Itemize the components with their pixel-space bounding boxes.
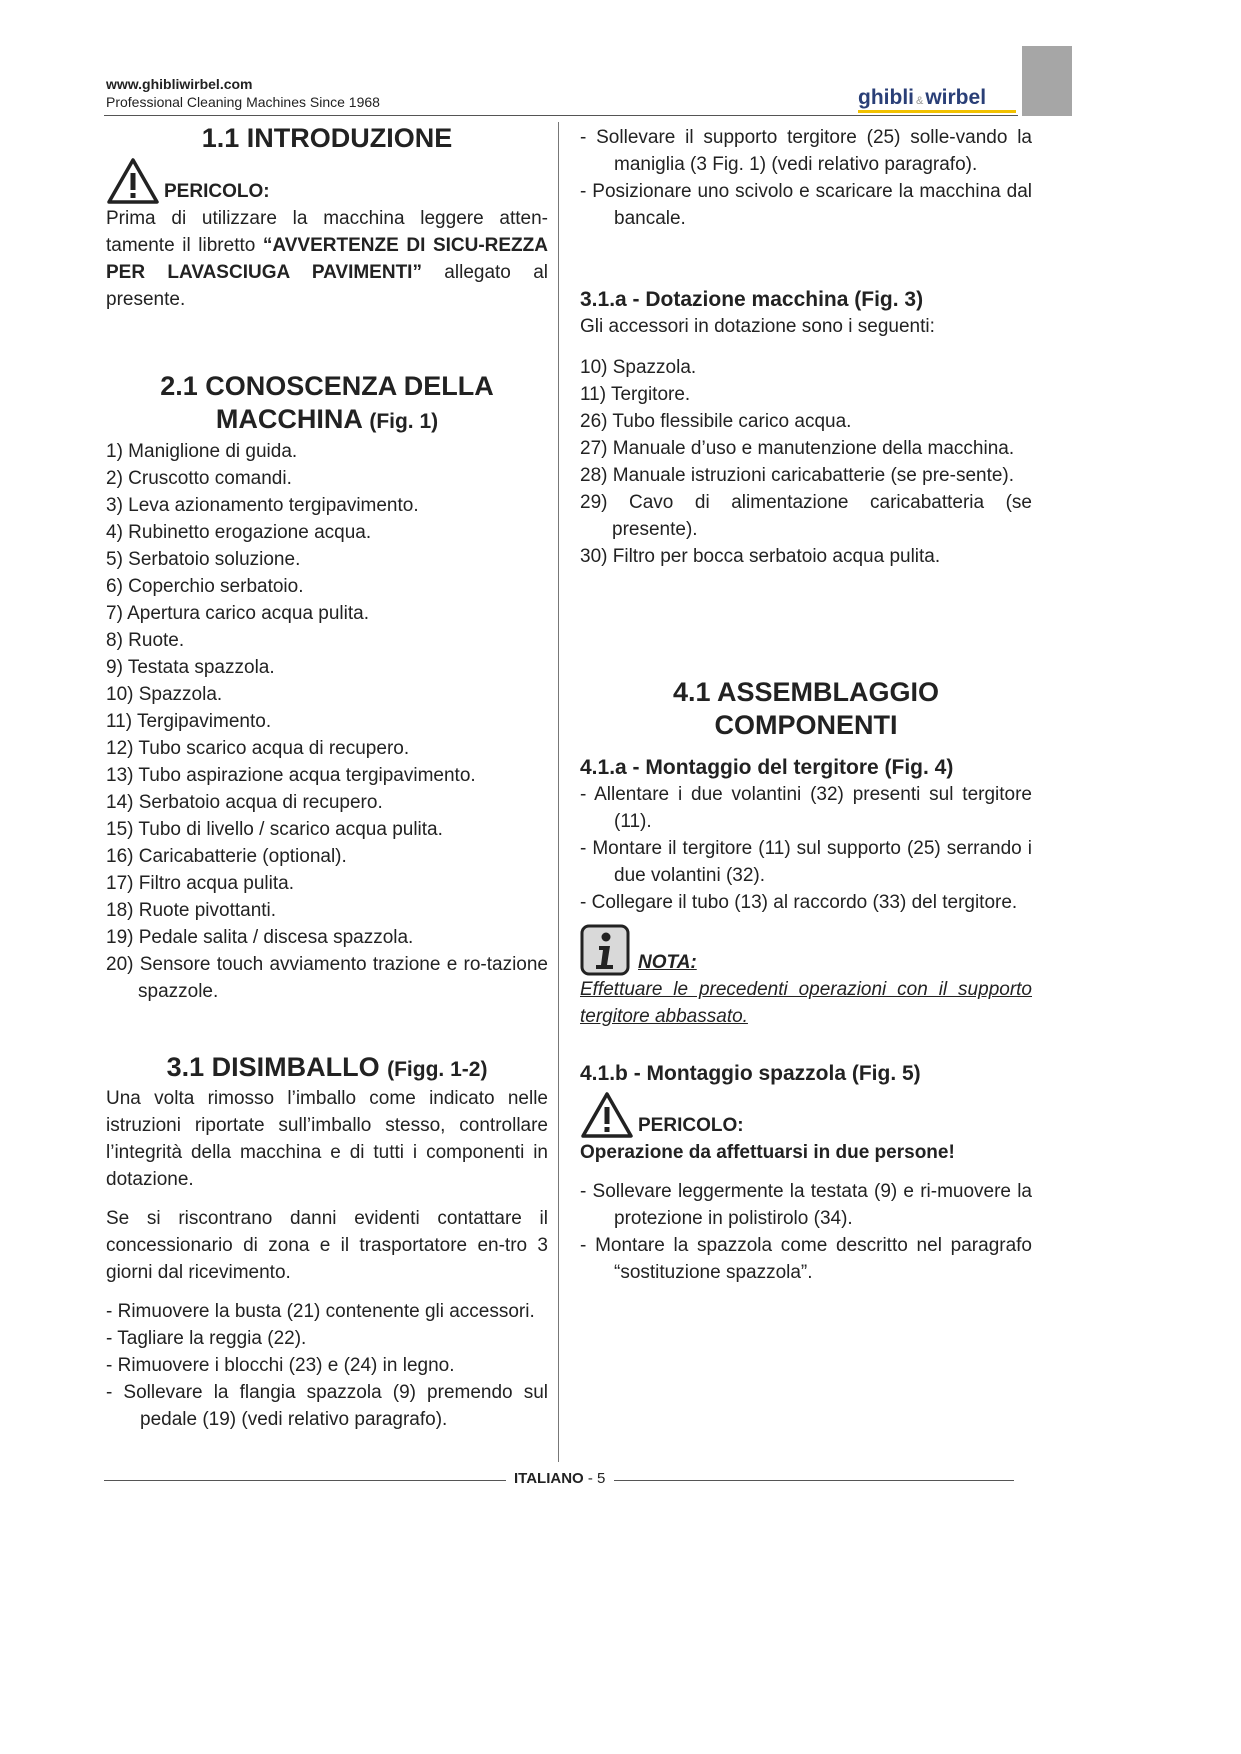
warning-label: PERICOLO: <box>164 181 270 202</box>
page-corner-tab <box>1022 46 1072 116</box>
list-item: 14) Serbatoio acqua di recupero. <box>106 792 383 813</box>
header-url: www.ghibliwirbel.com <box>106 76 253 92</box>
assembly-section <box>580 676 1032 1286</box>
equipment-title: 3.1.a - Dotazione macchina (Fig. 3) <box>580 288 924 311</box>
list-item: 4) Rubinetto erogazione acqua. <box>106 522 372 543</box>
footer-language: ITALIANO <box>514 1470 584 1487</box>
assembly-a-steps <box>580 781 1032 916</box>
list-item: - Sollevare leggermente la testata (9) e ri-muovere la protezione in polistirolo (34). <box>580 1181 1032 1229</box>
unpacking-section <box>106 1052 548 1433</box>
assembly-b-steps <box>580 1178 1032 1286</box>
assembly-warning <box>580 1091 1032 1139</box>
list-item: 26) Tubo flessibile carico acqua. <box>580 411 852 432</box>
header-subtitle: Professional Cleaning Machines Since 1968 <box>106 94 380 110</box>
list-item: 30) Filtro per bocca serbatoio acqua pulita. <box>580 546 941 567</box>
nota-text: Effettuare le precedenti operazioni con il supporto tergitore abbassato. <box>580 979 1032 1027</box>
unpacking-para-2: Se si riscontrano danni evidenti contattare il concessionario di zona e il trasportatore en-tro 3 giorni dal ricevimento. <box>106 1208 548 1283</box>
list-item: - Tagliare la reggia (22). <box>106 1328 307 1349</box>
assembly-sub-a-title: 4.1.a - Montaggio del tergitore (Fig. 4) <box>580 756 954 779</box>
knowledge-list <box>106 438 548 1005</box>
list-item: 10) Spazzola. <box>106 684 223 705</box>
list-item: 2) Cruscotto comandi. <box>106 468 292 489</box>
knowledge-section <box>106 370 548 1005</box>
list-item: 3) Leva azionamento tergipavimento. <box>106 495 419 516</box>
list-item: 5) Serbatoio soluzione. <box>106 549 301 570</box>
header-divider <box>104 115 1018 116</box>
unpacking-steps <box>106 1298 548 1433</box>
list-item: 27) Manuale d’uso e manutenzione della macchina. <box>580 438 1015 459</box>
logo-left: ghibli <box>858 86 914 109</box>
equipment-list <box>580 354 1032 570</box>
list-item: 28) Manuale istruzioni caricabatterie (se pre-sente). <box>580 465 1015 486</box>
warning-label: PERICOLO: <box>638 1115 744 1136</box>
unpacking-steps-continued <box>580 124 1032 232</box>
intro-section <box>106 122 548 313</box>
page-number: - 5 <box>587 1470 606 1487</box>
list-item: 1) Maniglione di guida. <box>106 441 298 462</box>
logo-right: wirbel <box>925 86 987 109</box>
list-item: - Montare la spazzola come descritto nel paragrafo “sostituzione spazzola”. <box>580 1235 1032 1283</box>
equipment-section <box>580 286 1032 570</box>
list-item: 29) Cavo di alimentazione caricabatteria (se presente). <box>580 492 1032 540</box>
logo-underline <box>858 110 1016 113</box>
warning-triangle-icon <box>106 157 160 205</box>
nota-box <box>580 924 1032 976</box>
assembly-title: 4.1 ASSEMBLAGGIO COMPONENTI <box>672 677 940 740</box>
unpacking-title: 3.1 DISIMBALLO (Figg. 1-2) <box>166 1052 488 1082</box>
list-item: 8) Ruote. <box>106 630 185 651</box>
list-item: - Collegare il tubo (13) al raccordo (33) del tergitore. <box>580 892 1018 913</box>
column-divider <box>558 122 559 1462</box>
intro-warning <box>106 157 548 205</box>
list-item: 10) Spazzola. <box>580 357 697 378</box>
list-item: - Allentare i due volantini (32) presenti sul tergitore (11). <box>580 784 1032 832</box>
list-item: - Posizionare uno scivolo e scaricare la macchina dal bancale. <box>580 181 1032 229</box>
list-item: 6) Coperchio serbatoio. <box>106 576 304 597</box>
brand-logo <box>858 86 986 110</box>
list-item: 13) Tubo aspirazione acqua tergipavimento. <box>106 765 476 786</box>
assembly-sub-b-title: 4.1.b - Montaggio spazzola (Fig. 5) <box>580 1062 921 1085</box>
list-item: 18) Ruote pivottanti. <box>106 900 277 921</box>
equipment-intro: Gli accessori in dotazione sono i seguenti: <box>580 316 935 337</box>
list-item: 17) Filtro acqua pulita. <box>106 873 294 894</box>
list-item: 19) Pedale salita / discesa spazzola. <box>106 927 414 948</box>
knowledge-title: 2.1 CONOSCENZA DELLA MACCHINA (Fig. 1) <box>160 371 494 434</box>
list-item: - Sollevare il supporto tergitore (25) solle-vando la maniglia (3 Fig. 1) (vedi relativo paragrafo). <box>580 127 1032 175</box>
warning-triangle-icon <box>580 1091 634 1139</box>
intro-title: 1.1 INTRODUZIONE <box>201 123 453 153</box>
logo-amp: & <box>916 95 924 107</box>
footer-divider-left <box>104 1480 506 1481</box>
footer-divider-right <box>614 1480 1014 1481</box>
list-item: 16) Caricabatterie (optional). <box>106 846 347 867</box>
list-item: - Sollevare la flangia spazzola (9) premendo sul pedale (19) (vedi relativo paragrafo). <box>106 1382 548 1430</box>
unpacking-continued <box>580 124 1032 232</box>
list-item: 9) Testata spazzola. <box>106 657 275 678</box>
unpacking-para-1: Una volta rimosso l’imballo come indicato nelle istruzioni riportate sull’imballo stesso, controllare l’integrità della macchina e di tutti i componenti in dotazione. <box>106 1088 548 1190</box>
list-item: 11) Tergipavimento. <box>106 711 272 732</box>
list-item: 7) Apertura carico acqua pulita. <box>106 603 369 624</box>
info-icon <box>580 924 630 976</box>
list-item: 15) Tubo di livello / scarico acqua pulita. <box>106 819 443 840</box>
list-item: 11) Tergitore. <box>580 384 691 405</box>
nota-label: NOTA: <box>638 952 697 973</box>
list-item: 12) Tubo scarico acqua di recupero. <box>106 738 410 759</box>
list-item: - Rimuovere i blocchi (23) e (24) in legno. <box>106 1355 455 1376</box>
warning-text: Operazione da affettuarsi in due persone! <box>580 1142 955 1163</box>
list-item: - Rimuovere la busta (21) contenente gli accessori. <box>106 1301 535 1322</box>
list-item: 20) Sensore touch avviamento trazione e ro-tazione spazzole. <box>106 954 548 1002</box>
list-item: - Montare il tergitore (11) sul supporto (25) serrando i due volantini (32). <box>580 838 1032 886</box>
page-footer <box>514 1470 605 1487</box>
intro-text: Prima di utilizzare la macchina leggere atten-tamente il libretto “AVVERTENZE DI SICU-REZZA PER LAVASCIUGA PAVIMENTI” allegato al presente. <box>106 208 548 310</box>
